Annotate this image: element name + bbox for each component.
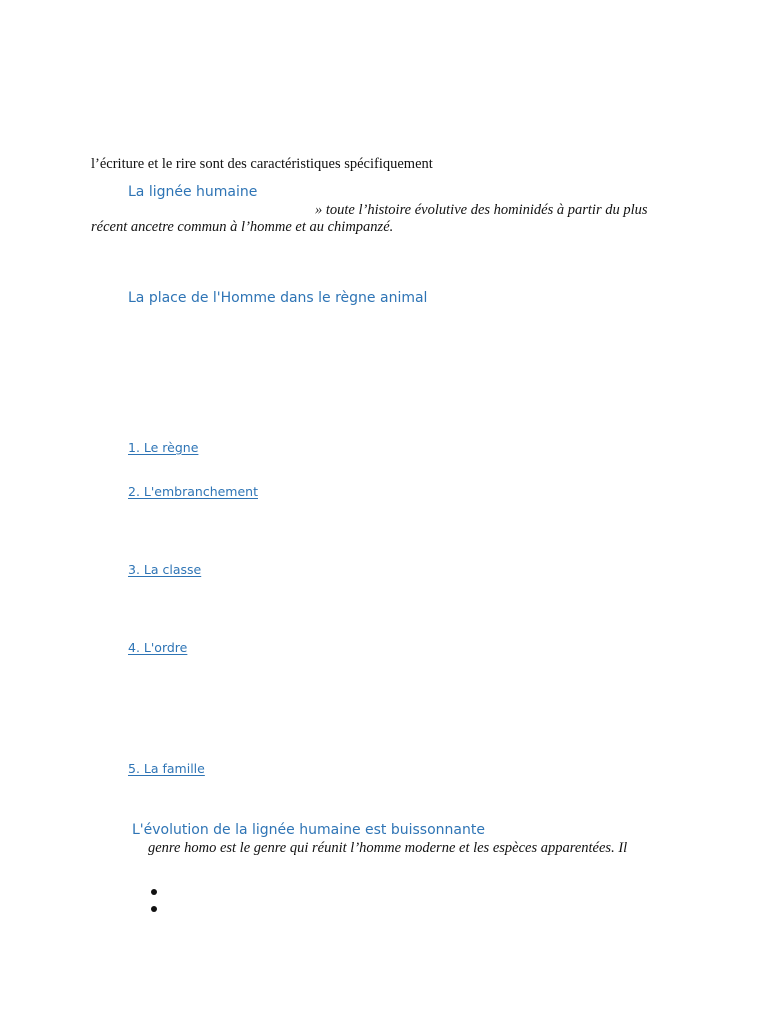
link-ordre[interactable]: 4. L'ordre: [128, 640, 188, 655]
link-le-regne[interactable]: 1. Le règne: [128, 440, 199, 455]
heading-evolution-buissonnante: L'évolution de la lignée humaine est buissonnante: [132, 822, 485, 838]
quote-line-2: récent ancetre commun à l’homme et au chimpanzé.: [91, 219, 394, 235]
link-la-famille[interactable]: 5. La famille: [128, 761, 205, 776]
intro-line: l’écriture et le rire sont des caractéristiques spécifiquement: [91, 156, 433, 172]
genre-homo-line: genre homo est le genre qui réunit l’homme moderne et les espèces apparentées. Il: [148, 840, 628, 856]
bullet-point: [151, 906, 157, 912]
heading-place-homme: La place de l'Homme dans le règne animal: [128, 290, 428, 306]
heading-lignee-humaine: La lignée humaine: [128, 184, 258, 200]
link-la-classe[interactable]: 3. La classe: [128, 562, 202, 577]
bullet-point: [151, 889, 157, 895]
quote-line-1: » toute l’histoire évolutive des hominidés à partir du plus: [315, 202, 648, 218]
link-embranchement[interactable]: 2. L'embranchement: [128, 484, 258, 499]
